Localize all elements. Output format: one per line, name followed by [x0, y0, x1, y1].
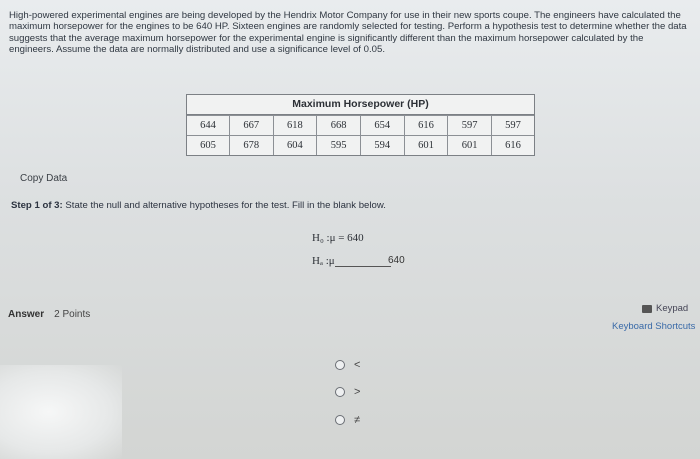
step-instruction: [11, 200, 386, 211]
radio-icon[interactable]: [335, 387, 345, 397]
table-cell: 668: [317, 116, 361, 136]
table-cell: 595: [317, 136, 361, 156]
data-grid: [187, 115, 534, 155]
copy-data-button[interactable]: Copy Data: [20, 173, 68, 184]
option-label: ≠: [354, 414, 361, 426]
points-label: 2 Points: [54, 309, 91, 320]
horsepower-table: [186, 94, 535, 156]
table-cell: 618: [273, 116, 317, 136]
option-label: >: [354, 386, 361, 398]
keypad-icon: [642, 305, 652, 313]
problem-statement: High-powered experimental engines are being developed by the Hendrix Motor Company for use in their new sports coupe. The engineers have calculated the maximum horsepower for the engines to be 640 HP. Sixteen engines are randomly selected for testing. Perform a hypothesis test to determine whether the data suggests that the average maximum horsepower for the experimental engine is significantly different than the maximum horsepower calculated by the engineers. Assume the data are normally distributed and use a significance level of 0.05.: [9, 10, 687, 56]
alt-hypothesis-row: [312, 255, 391, 267]
keyboard-shortcuts-link[interactable]: Keyboard Shortcuts: [612, 321, 696, 332]
null-hypothesis: H₀ :μ = 640: [312, 232, 364, 244]
table-cell: 605: [187, 136, 229, 156]
table-cell: 654: [360, 116, 404, 136]
answer-label: Answer: [8, 309, 45, 320]
step-number: Step 1 of 3:: [11, 200, 63, 211]
answer-header: [8, 309, 90, 320]
option-not-equal[interactable]: [335, 414, 360, 426]
table-cell: 601: [448, 136, 492, 156]
table-cell: 604: [273, 136, 317, 156]
table-cell: 597: [492, 116, 534, 136]
step-text: State the null and alternative hypotheses for the test. Fill in the blank below.: [65, 200, 386, 211]
radio-icon[interactable]: [335, 360, 345, 370]
option-label: <: [354, 359, 361, 371]
radio-icon[interactable]: [335, 415, 345, 425]
table-cell: 667: [229, 116, 273, 136]
table-cell: 594: [360, 136, 404, 156]
table-cell: 597: [448, 116, 492, 136]
table-cell: 616: [492, 136, 534, 156]
table-cell: 644: [187, 116, 229, 136]
screen-glare: [0, 365, 122, 459]
table-cell: 678: [229, 136, 273, 156]
keypad-button[interactable]: [642, 303, 688, 314]
table-cell: 616: [404, 116, 448, 136]
table-cell: 601: [404, 136, 448, 156]
table-title: Maximum Horsepower (HP): [187, 95, 534, 115]
keypad-label: Keypad: [656, 303, 689, 314]
option-greater-than[interactable]: [335, 386, 360, 398]
table-row: [187, 136, 534, 156]
table-row: [187, 116, 534, 136]
option-less-than[interactable]: [335, 359, 360, 371]
alt-hypothesis-value: 640: [388, 255, 405, 266]
alt-hypothesis: Hₐ :μ: [312, 255, 335, 267]
hypothesis-blank[interactable]: [335, 255, 391, 267]
